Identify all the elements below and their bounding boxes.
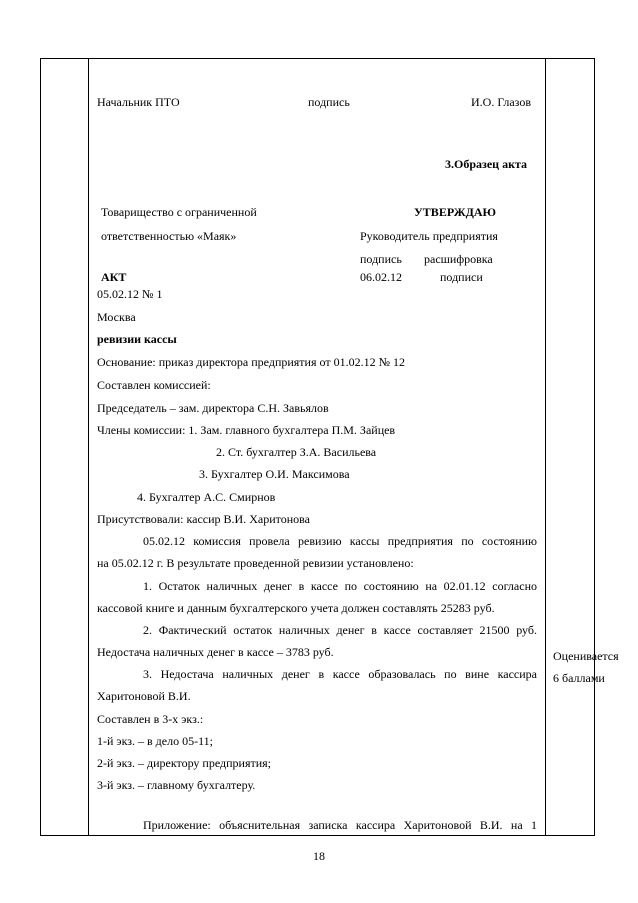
act-members-line-1: Члены комиссии: 1. Зам. главного бухгалтера П.М. Зайцев [97,423,396,437]
approve-date: 06.02.12 [360,270,402,284]
act-city: Москва [97,310,136,324]
para2-line-1: 1. Остаток наличных денег в кассе по состоянию на 02.01.12 согласно [143,579,537,593]
approve-sign: подпись [360,252,402,266]
section-title: 3.Образец акта [445,157,528,171]
page-number: 18 [313,849,325,863]
header-position: Начальник ПТО [97,95,180,109]
act-chair: Председатель – зам. директора С.Н. Завьялов [97,401,329,415]
act-number-line: 05.02.12 № 1 [97,287,163,301]
para3-line-2: Недостача наличных денег в кассе – 3783 руб. [97,645,334,659]
org-line-2: ответственностью «Маяк» [101,229,237,243]
column-divider-right [545,58,546,836]
act-copy-2: 2-й экз. – директору предприятия; [97,756,272,770]
act-subject: ревизии кассы [97,332,177,346]
column-divider-left [88,58,89,836]
act-copies: Составлен в 3-х экз.: [97,712,204,726]
act-copy-3: 3-й экз. – главному бухгалтеру. [97,778,256,792]
act-appendix: Приложение: объяснительная записка кассира Харитоновой В.И. на 1 [143,818,537,832]
org-line-1: Товарищество с ограниченной [101,205,257,219]
para2-line-2: кассовой книге и данным бухгалтерского учета должен составлять 25283 руб. [97,601,495,615]
header-signature: подпись [308,95,350,109]
act-copy-1: 1-й экз. – в дело 05-11; [97,734,213,748]
para3-line-1: 2. Фактический остаток наличных денег в кассе составляет 21500 руб. [143,623,537,637]
act-basis: Основание: приказ директора предприятия от 01.02.12 № 12 [97,355,406,369]
act-title: АКТ [101,270,127,284]
para1-line-2: на 05.02.12 г. В результате проведенной ревизии установлено: [97,556,414,570]
act-present: Присутствовали: кассир В.И. Харитонова [97,512,310,526]
act-commission: Составлен комиссией: [97,378,211,392]
act-member-4: 4. Бухгалтер А.С. Смирнов [137,490,276,504]
para1-line-1: 05.02.12 комиссия провела ревизию кассы предприятия по состоянию [143,534,537,548]
approve-decode: расшифровка [424,252,493,266]
act-member-2: 2. Ст. бухгалтер З.А. Васильева [216,445,377,459]
approve-signs: подписи [440,270,483,284]
para4-line-2: Харитоновой В.И. [97,689,191,703]
approve-title: УТВЕРЖДАЮ [414,205,497,219]
header-name: И.О. Глазов [471,95,532,109]
score-line-2: 6 баллами [553,671,605,685]
para4-line-1: 3. Недостача наличных денег в кассе образовалась по вине кассира [143,667,537,681]
approve-role: Руководитель предприятия [360,229,498,243]
score-line-1: Оценивается [553,649,619,663]
act-member-3: 3. Бухгалтер О.И. Максимова [199,467,350,481]
